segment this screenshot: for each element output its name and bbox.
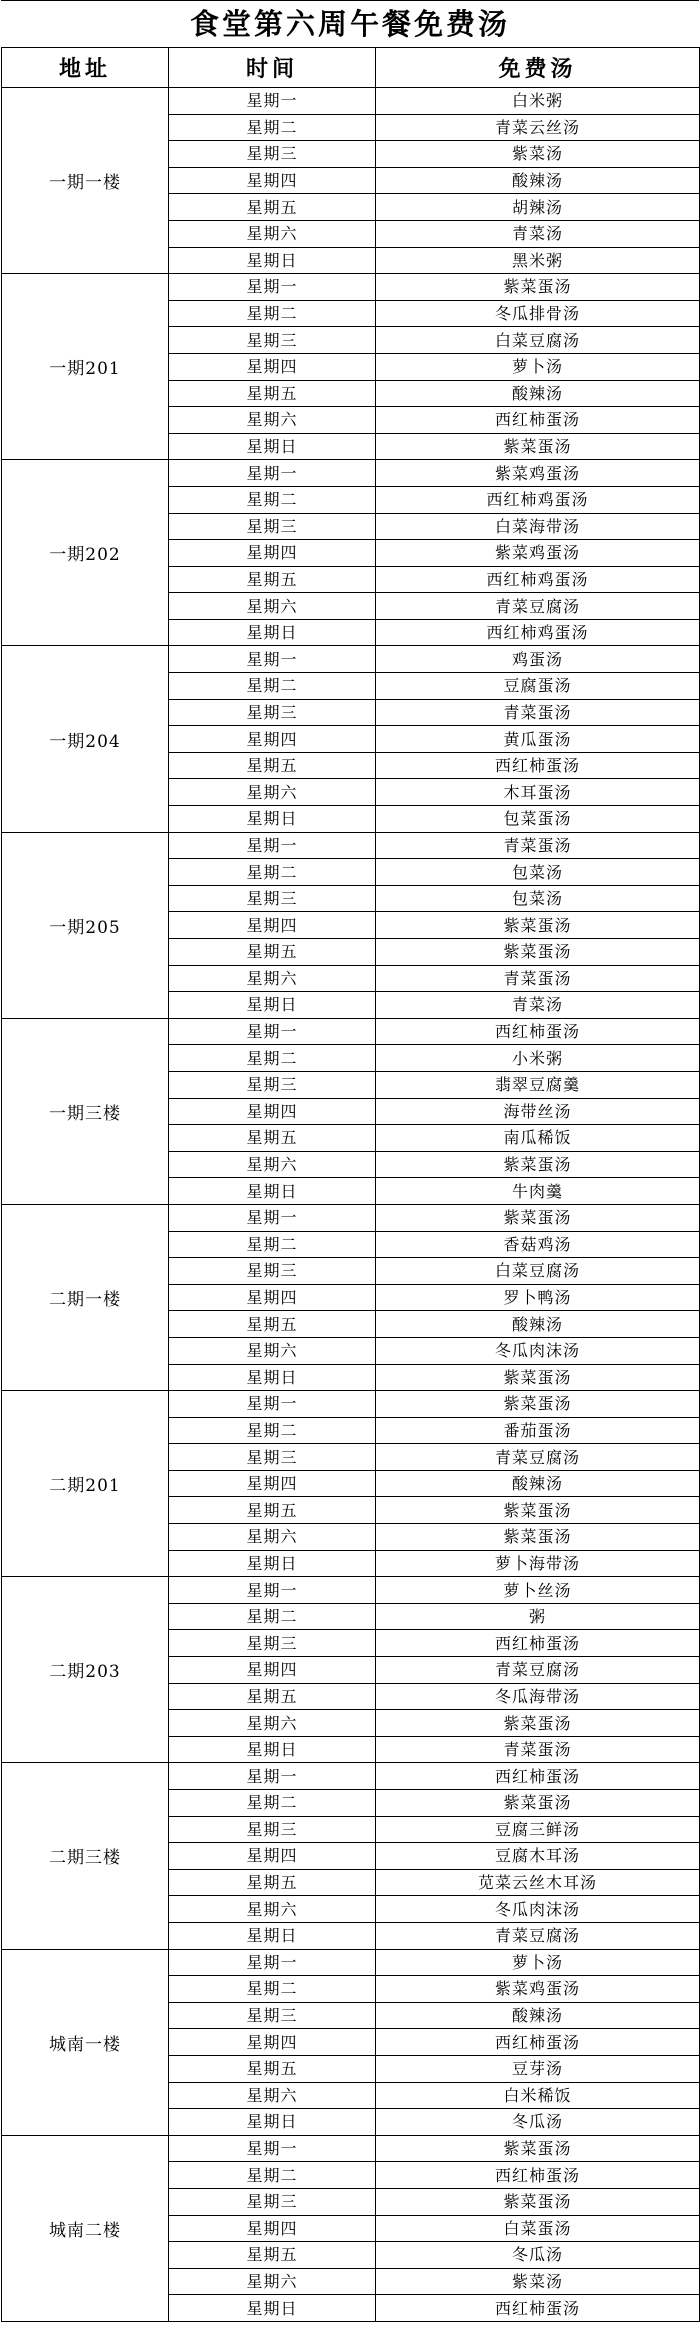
weekday-cell: 星期四 (169, 1284, 376, 1311)
location-column-header: 地址 (2, 48, 169, 88)
weekday-cell: 星期一 (169, 460, 376, 487)
location-cell: 一期一楼 (2, 88, 169, 274)
weekday-cell: 星期二 (169, 486, 376, 513)
soup-cell: 酸辣汤 (376, 1470, 700, 1497)
soup-cell: 西红柿蛋汤 (376, 1763, 700, 1790)
weekday-cell: 星期一 (169, 274, 376, 301)
soup-cell: 牛肉羹 (376, 1178, 700, 1205)
soup-cell: 西红柿蛋汤 (376, 752, 700, 779)
header-row (2, 48, 700, 88)
weekday-cell: 星期四 (169, 2215, 376, 2242)
soup-cell: 紫菜鸡蛋汤 (376, 540, 700, 567)
soup-cell: 包菜汤 (376, 885, 700, 912)
location-cell: 城南一楼 (2, 1949, 169, 2135)
weekday-cell: 星期二 (169, 1976, 376, 2003)
weekday-cell: 星期六 (169, 593, 376, 620)
soup-cell: 冬瓜汤 (376, 2242, 700, 2269)
weekday-cell: 星期六 (169, 965, 376, 992)
soup-cell: 紫菜汤 (376, 141, 700, 168)
soup-cell: 萝卜海带汤 (376, 1550, 700, 1577)
weekday-cell: 星期一 (169, 1949, 376, 1976)
table-row (2, 460, 700, 487)
soup-cell: 冬瓜汤 (376, 2109, 700, 2136)
location-cell: 二期一楼 (2, 1204, 169, 1390)
weekday-cell: 星期五 (169, 2242, 376, 2269)
soup-cell: 青菜豆腐汤 (376, 1444, 700, 1471)
weekday-cell: 星期一 (169, 2135, 376, 2162)
table-row (2, 88, 700, 115)
soup-cell: 紫菜蛋汤 (376, 2135, 700, 2162)
weekday-cell: 星期日 (169, 247, 376, 274)
table-row (2, 1018, 700, 1045)
weekday-cell: 星期一 (169, 646, 376, 673)
soup-cell: 包菜蛋汤 (376, 806, 700, 833)
weekday-cell: 星期日 (169, 433, 376, 460)
weekday-cell: 星期二 (169, 1603, 376, 1630)
weekday-cell: 星期四 (169, 2029, 376, 2056)
soup-cell: 胡辣汤 (376, 194, 700, 221)
location-cell: 一期205 (2, 832, 169, 1018)
soup-cell: 南瓜稀饭 (376, 1125, 700, 1152)
weekday-cell: 星期日 (169, 1922, 376, 1949)
soup-cell: 鸡蛋汤 (376, 646, 700, 673)
table-row (2, 1949, 700, 1976)
weekday-cell: 星期三 (169, 1071, 376, 1098)
weekday-cell: 星期四 (169, 726, 376, 753)
soup-cell: 白菜海带汤 (376, 513, 700, 540)
weekday-cell: 星期五 (169, 752, 376, 779)
location-cell: 二期三楼 (2, 1763, 169, 1949)
soup-cell: 萝卜汤 (376, 1949, 700, 1976)
schedule-body (2, 88, 700, 2322)
soup-cell: 豆腐三鲜汤 (376, 1816, 700, 1843)
table-row (2, 832, 700, 859)
soup-cell: 西红柿鸡蛋汤 (376, 619, 700, 646)
weekday-cell: 星期二 (169, 1790, 376, 1817)
soup-schedule-table (1, 47, 700, 2322)
soup-cell: 紫菜蛋汤 (376, 939, 700, 966)
weekday-cell: 星期五 (169, 1311, 376, 1338)
weekday-cell: 星期五 (169, 1683, 376, 1710)
soup-cell: 木耳蛋汤 (376, 779, 700, 806)
soup-cell: 青菜汤 (376, 220, 700, 247)
soup-cell: 青菜蛋汤 (376, 965, 700, 992)
weekday-cell: 星期二 (169, 300, 376, 327)
weekday-cell: 星期日 (169, 1178, 376, 1205)
weekday-cell: 星期五 (169, 939, 376, 966)
soup-cell: 紫菜蛋汤 (376, 912, 700, 939)
soup-cell: 酸辣汤 (376, 1311, 700, 1338)
weekday-cell: 星期日 (169, 1736, 376, 1763)
weekday-cell: 星期六 (169, 1151, 376, 1178)
soup-cell: 青菜蛋汤 (376, 1736, 700, 1763)
soup-cell: 西红柿蛋汤 (376, 1018, 700, 1045)
soup-cell: 紫菜蛋汤 (376, 1151, 700, 1178)
soup-cell: 黑米粥 (376, 247, 700, 274)
weekday-cell: 星期六 (169, 407, 376, 434)
soup-cell: 紫菜蛋汤 (376, 433, 700, 460)
soup-cell: 西红柿鸡蛋汤 (376, 566, 700, 593)
soup-cell: 紫菜蛋汤 (376, 1790, 700, 1817)
weekday-cell: 星期日 (169, 2295, 376, 2322)
location-cell: 二期203 (2, 1577, 169, 1763)
weekday-cell: 星期六 (169, 1337, 376, 1364)
weekday-cell: 星期五 (169, 380, 376, 407)
location-cell: 一期三楼 (2, 1018, 169, 1204)
soup-cell: 包菜汤 (376, 859, 700, 886)
weekday-cell: 星期日 (169, 1364, 376, 1391)
soup-cell: 酸辣汤 (376, 380, 700, 407)
soup-cell: 萝卜汤 (376, 353, 700, 380)
weekday-cell: 星期五 (169, 1497, 376, 1524)
location-cell: 城南二楼 (2, 2135, 169, 2321)
soup-cell: 紫菜鸡蛋汤 (376, 1976, 700, 2003)
time-column-header: 时间 (169, 48, 376, 88)
soup-cell: 青菜豆腐汤 (376, 593, 700, 620)
soup-cell: 西红柿蛋汤 (376, 2295, 700, 2322)
soup-cell: 紫菜蛋汤 (376, 1204, 700, 1231)
weekday-cell: 星期二 (169, 2162, 376, 2189)
weekday-cell: 星期三 (169, 513, 376, 540)
weekday-cell: 星期一 (169, 1018, 376, 1045)
weekday-cell: 星期三 (169, 2188, 376, 2215)
weekday-cell: 星期日 (169, 1550, 376, 1577)
weekday-cell: 星期六 (169, 779, 376, 806)
weekday-cell: 星期四 (169, 1470, 376, 1497)
soup-cell: 青菜蛋汤 (376, 832, 700, 859)
weekday-cell: 星期二 (169, 1231, 376, 1258)
soup-cell: 紫菜蛋汤 (376, 274, 700, 301)
soup-cell: 酸辣汤 (376, 2002, 700, 2029)
weekday-cell: 星期四 (169, 540, 376, 567)
weekday-cell: 星期日 (169, 992, 376, 1019)
soup-cell: 白米稀饭 (376, 2082, 700, 2109)
weekday-cell: 星期日 (169, 806, 376, 833)
weekday-cell: 星期三 (169, 1258, 376, 1285)
weekday-cell: 星期二 (169, 859, 376, 886)
soup-cell: 冬瓜排骨汤 (376, 300, 700, 327)
weekday-cell: 星期一 (169, 832, 376, 859)
location-cell: 二期201 (2, 1391, 169, 1577)
weekday-cell: 星期六 (169, 2268, 376, 2295)
soup-cell: 粥 (376, 1603, 700, 1630)
weekday-cell: 星期五 (169, 1869, 376, 1896)
soup-cell: 西红柿鸡蛋汤 (376, 486, 700, 513)
weekday-cell: 星期一 (169, 88, 376, 115)
table-row (2, 1204, 700, 1231)
soup-cell: 青菜云丝汤 (376, 114, 700, 141)
weekday-cell: 星期四 (169, 1843, 376, 1870)
weekday-cell: 星期日 (169, 2109, 376, 2136)
weekday-cell: 星期三 (169, 1630, 376, 1657)
soup-cell: 青菜豆腐汤 (376, 1922, 700, 1949)
soup-cell: 白菜蛋汤 (376, 2215, 700, 2242)
soup-cell: 萝卜丝汤 (376, 1577, 700, 1604)
weekday-cell: 星期三 (169, 141, 376, 168)
weekday-cell: 星期三 (169, 885, 376, 912)
menu-sheet (1, 0, 699, 2322)
weekday-cell: 星期三 (169, 2002, 376, 2029)
soup-cell: 冬瓜海带汤 (376, 1683, 700, 1710)
weekday-cell: 星期四 (169, 912, 376, 939)
location-cell: 一期202 (2, 460, 169, 646)
weekday-cell: 星期四 (169, 1657, 376, 1684)
soup-cell: 青菜蛋汤 (376, 699, 700, 726)
location-cell: 一期204 (2, 646, 169, 832)
soup-cell: 番茄蛋汤 (376, 1417, 700, 1444)
weekday-cell: 星期二 (169, 1045, 376, 1072)
soup-cell: 西红柿蛋汤 (376, 1630, 700, 1657)
weekday-cell: 星期四 (169, 353, 376, 380)
weekday-cell: 星期一 (169, 1391, 376, 1418)
table-row (2, 1763, 700, 1790)
weekday-cell: 星期五 (169, 2055, 376, 2082)
soup-cell: 豆芽汤 (376, 2055, 700, 2082)
weekday-cell: 星期日 (169, 619, 376, 646)
weekday-cell: 星期六 (169, 220, 376, 247)
weekday-cell: 星期五 (169, 194, 376, 221)
soup-cell: 紫菜蛋汤 (376, 1524, 700, 1551)
weekday-cell: 星期一 (169, 1204, 376, 1231)
soup-cell: 小米粥 (376, 1045, 700, 1072)
weekday-cell: 星期一 (169, 1763, 376, 1790)
weekday-cell: 星期五 (169, 566, 376, 593)
soup-cell: 罗卜鸭汤 (376, 1284, 700, 1311)
table-row (2, 1391, 700, 1418)
soup-cell: 白菜豆腐汤 (376, 327, 700, 354)
soup-cell: 翡翠豆腐羹 (376, 1071, 700, 1098)
weekday-cell: 星期一 (169, 1577, 376, 1604)
soup-cell: 白米粥 (376, 88, 700, 115)
weekday-cell: 星期六 (169, 1710, 376, 1737)
weekday-cell: 星期四 (169, 167, 376, 194)
weekday-cell: 星期五 (169, 1125, 376, 1152)
soup-cell: 海带丝汤 (376, 1098, 700, 1125)
weekday-cell: 星期三 (169, 699, 376, 726)
weekday-cell: 星期二 (169, 1417, 376, 1444)
soup-cell: 紫菜鸡蛋汤 (376, 460, 700, 487)
soup-cell: 冬瓜肉沫汤 (376, 1896, 700, 1923)
table-row (2, 1577, 700, 1604)
table-row (2, 2135, 700, 2162)
soup-cell: 酸辣汤 (376, 167, 700, 194)
page-title: 食堂第六周午餐免费汤 (1, 0, 699, 47)
soup-cell: 紫菜蛋汤 (376, 1364, 700, 1391)
soup-cell: 香菇鸡汤 (376, 1231, 700, 1258)
weekday-cell: 星期六 (169, 1896, 376, 1923)
table-row (2, 274, 700, 301)
soup-cell: 豆腐蛋汤 (376, 673, 700, 700)
soup-cell: 紫菜蛋汤 (376, 1391, 700, 1418)
soup-cell: 西红柿蛋汤 (376, 407, 700, 434)
soup-cell: 白菜豆腐汤 (376, 1258, 700, 1285)
soup-cell: 青菜汤 (376, 992, 700, 1019)
location-cell: 一期201 (2, 274, 169, 460)
soup-cell: 紫菜蛋汤 (376, 1497, 700, 1524)
weekday-cell: 星期四 (169, 1098, 376, 1125)
soup-cell: 紫菜蛋汤 (376, 1710, 700, 1737)
soup-cell: 青菜豆腐汤 (376, 1657, 700, 1684)
soup-cell: 西红柿蛋汤 (376, 2029, 700, 2056)
weekday-cell: 星期六 (169, 1524, 376, 1551)
weekday-cell: 星期二 (169, 673, 376, 700)
soup-cell: 苋菜云丝木耳汤 (376, 1869, 700, 1896)
table-row (2, 646, 700, 673)
weekday-cell: 星期三 (169, 1816, 376, 1843)
weekday-cell: 星期三 (169, 327, 376, 354)
soup-cell: 西红柿蛋汤 (376, 2162, 700, 2189)
soup-column-header: 免费汤 (376, 48, 700, 88)
soup-cell: 黄瓜蛋汤 (376, 726, 700, 753)
weekday-cell: 星期三 (169, 1444, 376, 1471)
soup-cell: 紫菜蛋汤 (376, 2188, 700, 2215)
soup-cell: 紫菜汤 (376, 2268, 700, 2295)
soup-cell: 冬瓜肉沫汤 (376, 1337, 700, 1364)
soup-cell: 豆腐木耳汤 (376, 1843, 700, 1870)
weekday-cell: 星期六 (169, 2082, 376, 2109)
weekday-cell: 星期二 (169, 114, 376, 141)
